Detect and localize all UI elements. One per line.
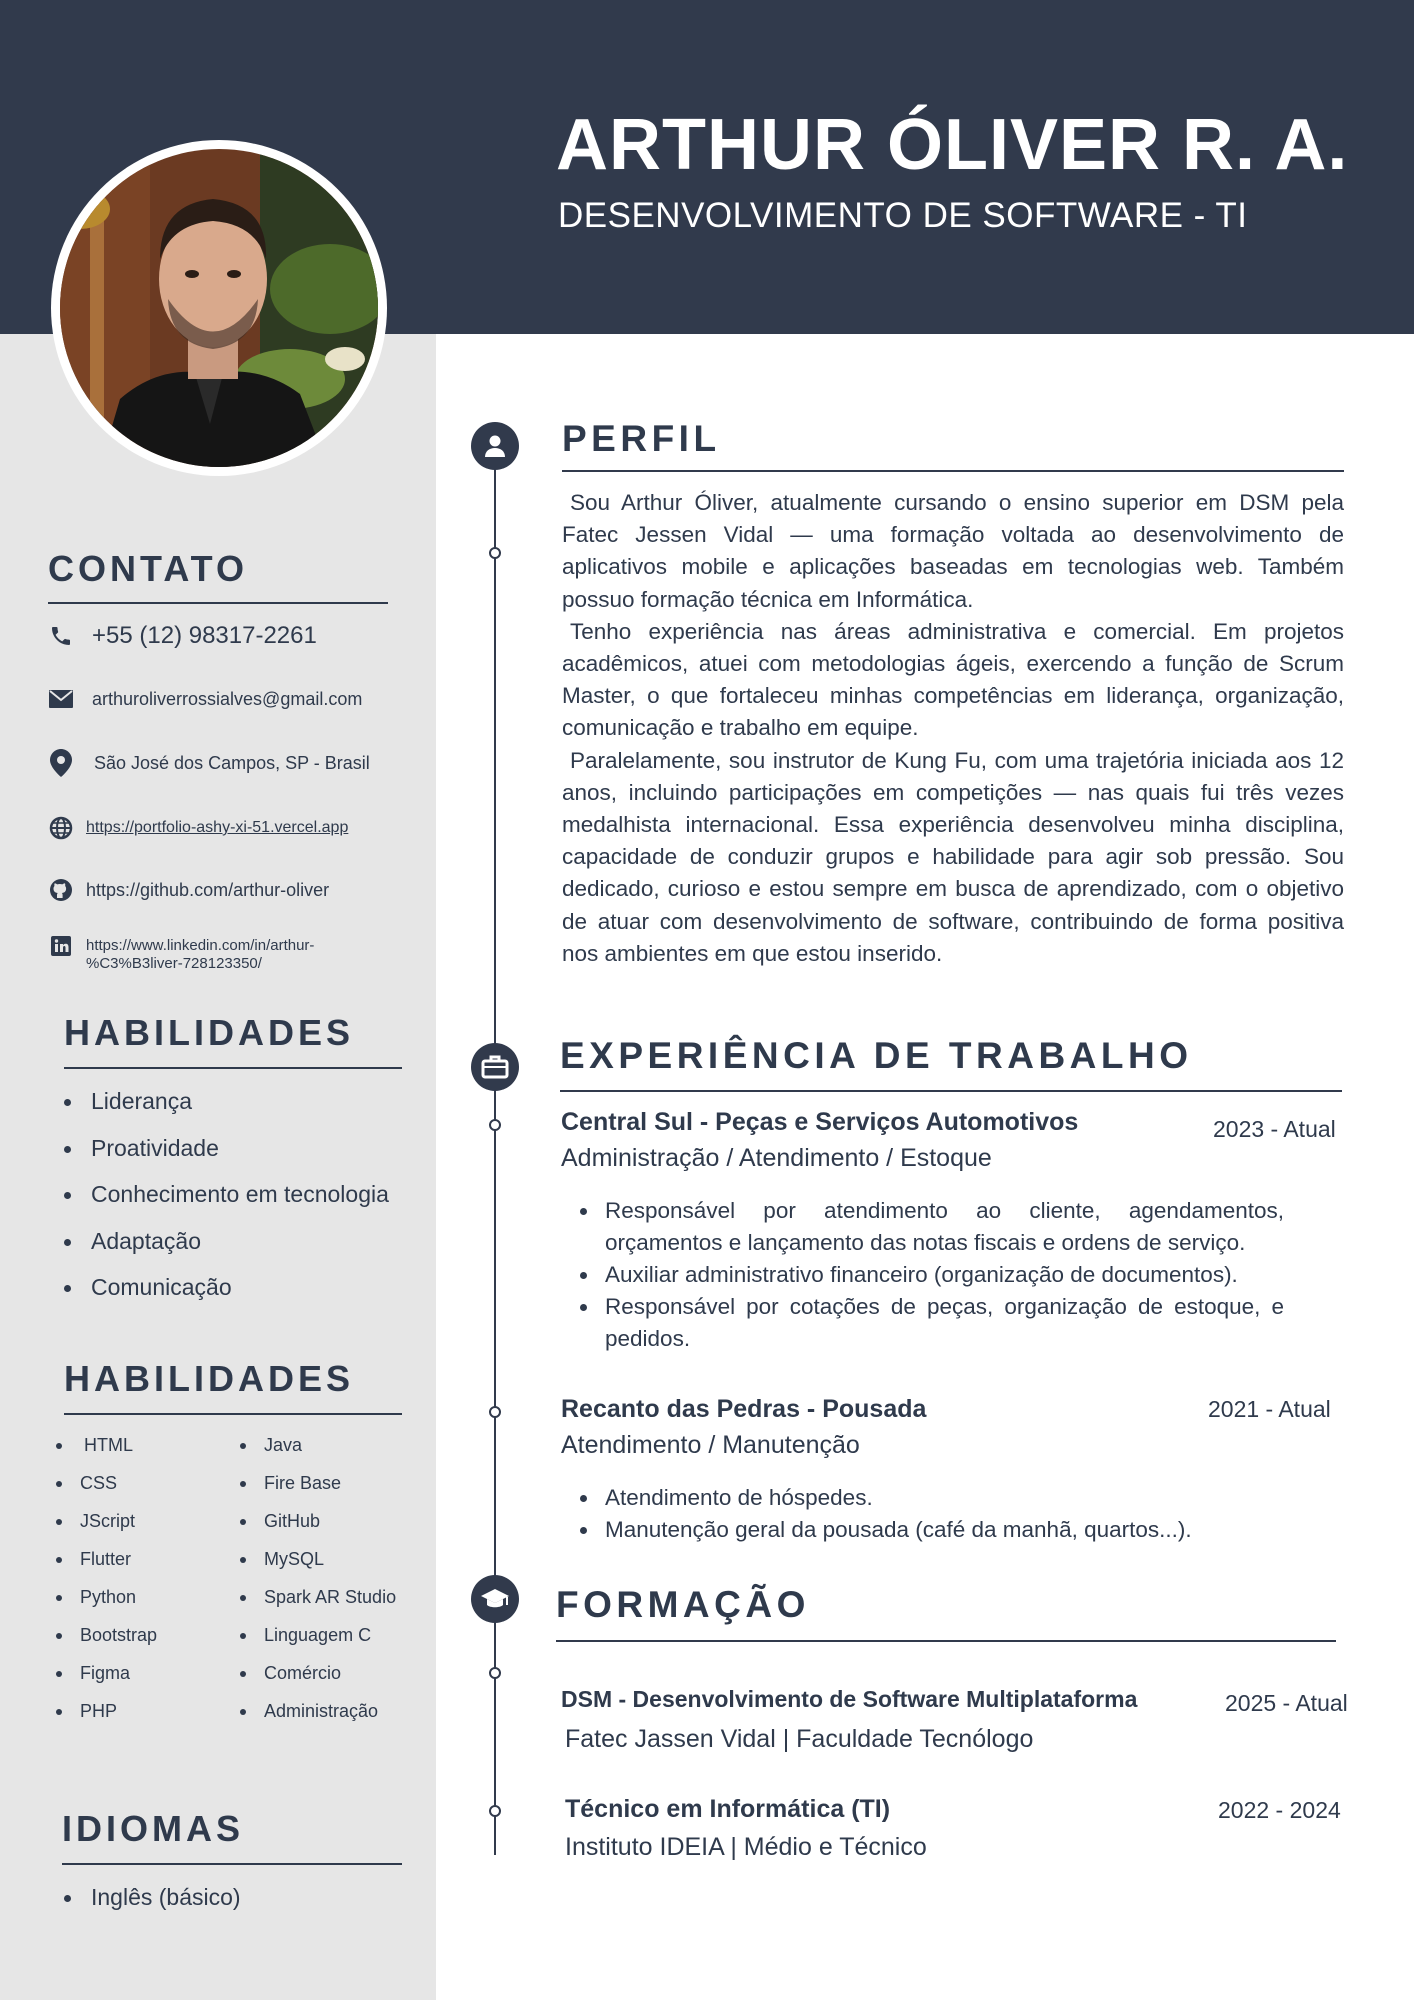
contact-location-row bbox=[48, 750, 370, 776]
list-item: Responsável por cotações de peças, organização de estoque, e pedidos. bbox=[580, 1291, 1284, 1355]
contact-github-row bbox=[48, 877, 329, 903]
linkedin-icon bbox=[48, 933, 74, 959]
list-item: Atendimento de hóspedes. bbox=[580, 1482, 1284, 1514]
candidate-name: ARTHUR ÓLIVER R. A. bbox=[556, 105, 1349, 185]
phone-icon bbox=[48, 623, 74, 649]
list-item: CSS bbox=[56, 1473, 157, 1511]
contact-phone-row bbox=[48, 622, 317, 650]
experience-rule bbox=[560, 1090, 1342, 1092]
timeline-node bbox=[489, 547, 501, 559]
education-course: Técnico em Informática (TI) bbox=[565, 1795, 891, 1823]
timeline-node bbox=[489, 1406, 501, 1418]
list-item: Comunicação bbox=[58, 1274, 389, 1321]
tech-skills-title: HABILIDADES bbox=[64, 1358, 355, 1399]
education-institution: Fatec Jassen Vidal | Faculdade Tecnólogo bbox=[565, 1725, 1034, 1753]
list-item: Spark AR Studio bbox=[240, 1587, 396, 1625]
mail-icon bbox=[48, 686, 74, 712]
job-period: 2023 - Atual bbox=[1213, 1116, 1336, 1142]
list-item: Figma bbox=[56, 1663, 157, 1701]
tech-skills-right-list bbox=[240, 1435, 396, 1739]
job-bullets bbox=[580, 1482, 1284, 1546]
experience-title: EXPERIÊNCIA DE TRABALHO bbox=[560, 1035, 1193, 1076]
briefcase-icon bbox=[471, 1043, 519, 1091]
education-title: FORMAÇÃO bbox=[556, 1584, 810, 1625]
education-period: 2022 - 2024 bbox=[1218, 1797, 1341, 1823]
contact-rule bbox=[48, 602, 388, 604]
location-pin-icon bbox=[48, 750, 74, 776]
list-item: Proatividade bbox=[58, 1135, 389, 1182]
contact-phone: +55 (12) 98317-2261 bbox=[92, 622, 317, 649]
list-item: MySQL bbox=[240, 1549, 396, 1587]
contact-portfolio-link[interactable]: https://portfolio-ashy-xi-51.vercel.app bbox=[86, 819, 349, 836]
github-icon bbox=[48, 877, 74, 903]
soft-skills-list bbox=[58, 1088, 389, 1321]
list-item: Inglês (básico) bbox=[58, 1884, 241, 1931]
timeline-line bbox=[494, 450, 496, 1855]
tech-skills-left-list bbox=[56, 1435, 157, 1739]
list-item: Conhecimento em tecnologia bbox=[58, 1181, 389, 1228]
contact-linkedin-row bbox=[48, 937, 386, 973]
profile-text bbox=[562, 487, 1344, 970]
contact-title: CONTATO bbox=[48, 548, 248, 589]
list-item: Responsável por atendimento ao cliente, agendamentos, orçamentos e lançamento das notas fiscais e ordens de serviço. bbox=[580, 1195, 1284, 1259]
timeline-node bbox=[489, 1805, 501, 1817]
education-institution: Instituto IDEIA | Médio e Técnico bbox=[565, 1833, 927, 1861]
graduation-cap-icon bbox=[471, 1575, 519, 1623]
list-item: Liderança bbox=[58, 1088, 389, 1135]
profile-title: PERFIL bbox=[562, 418, 721, 459]
timeline-node bbox=[489, 1119, 501, 1131]
list-item: HTML bbox=[56, 1435, 157, 1473]
list-item: Auxiliar administrativo financeiro (organização de documentos). bbox=[580, 1259, 1284, 1291]
list-item: JScript bbox=[56, 1511, 157, 1549]
job-bullets bbox=[580, 1195, 1284, 1355]
globe-icon bbox=[48, 815, 74, 841]
contact-github-link[interactable]: https://github.com/arthur-oliver bbox=[86, 879, 330, 900]
education-rule bbox=[556, 1640, 1336, 1642]
profile-photo bbox=[60, 149, 378, 467]
timeline-node bbox=[489, 1667, 501, 1679]
list-item: Linguagem C bbox=[240, 1625, 396, 1663]
list-item: Comércio bbox=[240, 1663, 396, 1701]
job-role: Administração / Atendimento / Estoque bbox=[561, 1144, 992, 1172]
list-item: Manutenção geral da pousada (café da manhã, quartos...). bbox=[580, 1514, 1284, 1546]
profile-rule bbox=[562, 470, 1344, 472]
candidate-role: DESENVOLVIMENTO DE SOFTWARE - TI bbox=[558, 196, 1248, 235]
job-company: Central Sul - Peças e Serviços Automotivos bbox=[561, 1108, 1079, 1136]
contact-location: São José dos Campos, SP - Brasil bbox=[94, 752, 370, 773]
education-period: 2025 - Atual bbox=[1225, 1690, 1348, 1716]
list-item: Flutter bbox=[56, 1549, 157, 1587]
user-icon bbox=[471, 422, 519, 470]
list-item: Fire Base bbox=[240, 1473, 396, 1511]
contact-portfolio-row bbox=[48, 815, 348, 841]
profile-paragraph: Sou Arthur Óliver, atualmente cursando o ensino superior em DSM pela Fatec Jessen Vidal — uma formação voltada ao desenvolvimento de aplicativos mobile e aplicações baseadas em tecnologias web. Também possuo formação técnica em Informática. bbox=[562, 490, 1344, 612]
list-item: Adaptação bbox=[58, 1228, 389, 1275]
job-company: Recanto das Pedras - Pousada bbox=[561, 1395, 927, 1423]
soft-skills-rule bbox=[64, 1067, 402, 1069]
profile-paragraph: Tenho experiência nas áreas administrativa e comercial. Em projetos acadêmicos, atuei com metodologias ágeis, exercendo a função de Scrum Master, o que fortaleceu minhas competências em liderança, organização, comunicação e trabalho em equipe. bbox=[562, 618, 1344, 741]
list-item: Java bbox=[240, 1435, 396, 1473]
list-item: Administração bbox=[240, 1701, 396, 1739]
education-course: DSM - Desenvolvimento de Software Multiplataforma bbox=[561, 1686, 1138, 1712]
job-role: Atendimento / Manutenção bbox=[561, 1431, 860, 1459]
contact-email-row bbox=[48, 686, 362, 712]
list-item: Python bbox=[56, 1587, 157, 1625]
contact-email[interactable]: arthuroliverrossialves@gmail.com bbox=[92, 688, 363, 709]
list-item: Bootstrap bbox=[56, 1625, 157, 1663]
languages-list bbox=[58, 1884, 241, 1931]
languages-title: IDIOMAS bbox=[62, 1808, 245, 1849]
soft-skills-title: HABILIDADES bbox=[64, 1012, 355, 1053]
contact-linkedin-link[interactable]: https://www.linkedin.com/in/arthur-%C3%B3liver-728123350/ bbox=[86, 937, 315, 972]
list-item: GitHub bbox=[240, 1511, 396, 1549]
list-item: PHP bbox=[56, 1701, 157, 1739]
tech-skills-rule bbox=[64, 1413, 402, 1415]
job-period: 2021 - Atual bbox=[1208, 1396, 1331, 1422]
languages-rule bbox=[62, 1863, 402, 1865]
profile-paragraph: Paralelamente, sou instrutor de Kung Fu, com uma trajetória iniciada aos 12 anos, incluindo participações em competições — nas quais fui três vezes medalhista internacional. Essa experiência desenvolveu minha disciplina, capacidade de conduzir grupos e habilidade para agir sob pressão. Sou dedicado, curioso e estou sempre em busca de aprendizado, com o objetivo de atuar com desenvolvimento de software, contribuindo de forma positiva nos ambientes em que estou inserido. bbox=[562, 747, 1344, 966]
